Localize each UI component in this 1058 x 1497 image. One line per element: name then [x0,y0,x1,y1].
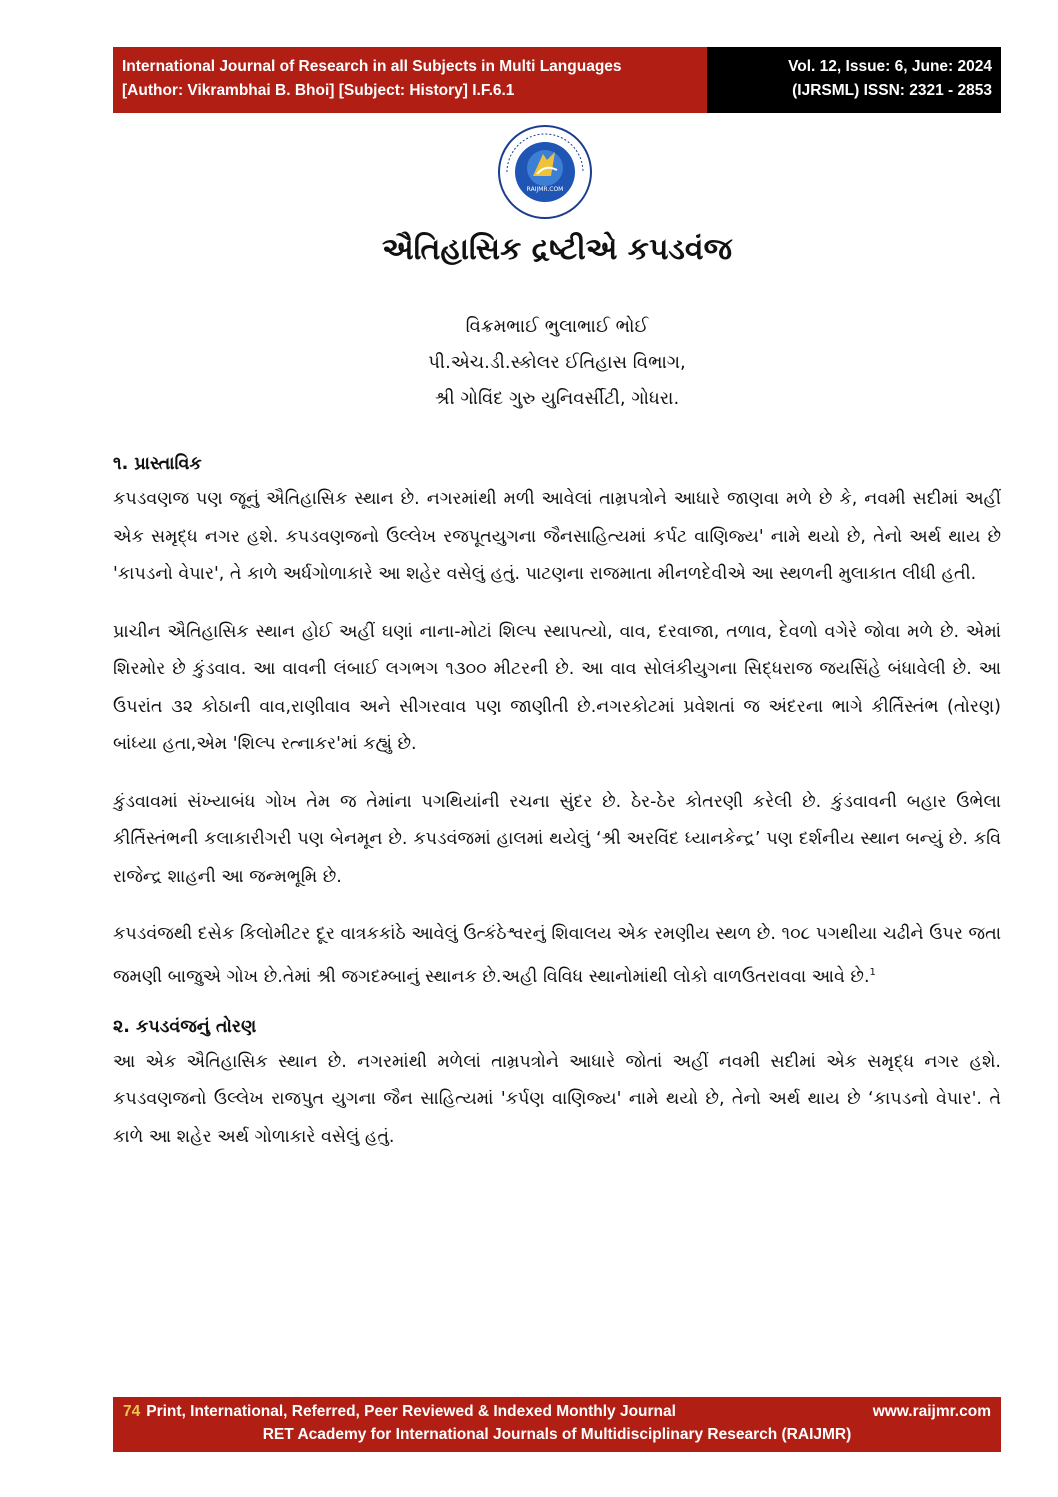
journal-header [113,47,1001,113]
paragraph-text: કપડવંજથી દસેક કિલોમીટર દૂર વાત્રકકાંઠે આવેલું ઉત્કંઠેશ્વરનું શિવાલય એક રમણીય સ્થળ છે. ૧૦૮ પગથીયા ચઢીને ઉપર જતા જમણી બાજુએ ગોખ છે.તેમાં શ્રી જગદમ્બાનું સ્થાનક છે.અહી વિવિધ સ્થાનોમાંથી લોકો વાળઉતરાવવા આવે છે. [113,924,1001,987]
footnote-marker: 1 [869,966,876,978]
author-university: શ્રી ગોવિંદ ગુરુ યુનિવર્સીટી, ગોધરા. [434,388,680,409]
author-name: વિક્રમભાઈ ભુલાભાઈ ભોઈ [465,316,649,337]
journal-logo [497,124,593,220]
author-position: પી.એચ.ડી.સ્કોલર ઈતિહાસ વિભાગ, [428,352,686,373]
issn-number: (IJRSML) ISSN: 2321 - 2853 [792,82,992,99]
author-subject-line: [Author: Vikrambhai B. Bhoi] [Subject: History] I.F.6.1 [122,82,515,99]
journal-footer [113,1397,1001,1452]
header-left-block [113,47,707,113]
journal-name: International Journal of Research in all Subjects in Multi Languages [122,58,622,75]
volume-issue: Vol. 12, Issue: 6, June: 2024 [788,58,992,75]
footer-website-link[interactable]: www.raijmr.com [872,1403,991,1420]
logo-text: RAIJMR.COM [526,186,564,193]
footer-line2: RET Academy for International Journals of Multidisciplinary Research (RAIJMR) [262,1426,852,1443]
paragraph: કુંડવાવમાં સંખ્યાબંધ ગોખ તેમ જ તેમાંના પગથિયાંની રચના સુંદર છે. ઠેર-ઠેર કોતરણી કરેલી છે. કુંડવાવની બહાર ઉભેલા કીર્તિસ્તંભની કલાકારીગરી પણ બેનમૂન છે. કપડવંજમાં હાલમાં થયેલું ‘શ્રી અરવિંદ ધ્યાનકેન્દ્ર’ પણ દર્શનીય સ્થાન બન્યું છે. કવિ રાજેન્દ્ર શાહની આ જન્મભૂમિ છે. [113,791,1001,887]
article-body [113,447,1001,1156]
section-heading-introduction: ૧. પ્રાસ્તાવિક [113,454,202,474]
article-title: ઐતિહાસિક દ્રષ્ટીએ કપડવંજ [382,232,732,267]
page-number: 74 [123,1403,141,1420]
paragraph-with-footnote [113,916,1001,996]
header-right-block [707,47,1001,113]
section-heading-toran: ૨. કપડવંજનું તોરણ [113,1016,257,1037]
paragraph: આ એક ઐતિહાસિક સ્થાન છે. નગરમાંથી મળેલાં તામ્રપત્રોને આધારે જોતાં અહીં નવમી સદીમાં એક સમૃદ્ધ નગર હશે. કપડવણજનો ઉલ્લેખ રાજપુત યુગના જૈન સાહિત્યમાં 'કર્પણ વાણિજ્ય' નામે થયો છે, તેનો અર્થ થાય છે ‘કાપડનો વેપાર'. તે કાળે આ શહેર અર્થ ગોળાકારે વસેલું હતું. [113,1051,1001,1147]
author-block [113,309,1001,417]
footer-journal-info [123,1401,676,1423]
paragraph: કપડવણજ પણ જૂનું ઐતિહાસિક સ્થાન છે. નગરમાંથી મળી આવેલાં તામ્રપત્રોને આધારે જાણવા મળે છે કે, નવમી સદીમાં અહીં એક સમૃદ્ધ નગર હશે. કપડવણજનો ઉલ્લેખ રજપૂતયુગના જૈનસાહિત્યમાં કર્પટ વાણિજ્ય' નામે થયો છે, તેનો અર્થ થાય છે 'કાપડનો વેપાર', તે કાળે અર્ધગોળાકારે આ શહેર વસેલું હતું. પાટણના રાજમાતા મીનળદેવીએ આ સ્થળની મુલાકાત લીધી હતી. [113,489,1001,584]
paragraph: પ્રાચીન ઐતિહાસિક સ્થાન હોઈ અહીં ઘણાં નાના-મોટાં શિલ્પ સ્થાપત્યો, વાવ, દરવાજા, તળાવ, દેવળો વગેરે જોવા મળે છે. એમાં શિરમોર છે કુંડવાવ. આ વાવની લંબાઈ લગભગ ૧૩૦૦ મીટરની છે. આ વાવ સોલંકીયુગના સિદ્ધરાજ જયસિંહે બંધાવેલી છે. આ ઉપરાંત ૩૨ કોઠાની વાવ,રાણીવાવ અને સીગરવાવ પણ જાણીતી છે.નગરકોટમાં પ્રવેશતાં જ અંદરના ભાગે કીર્તિસ્તંભ (તોરણ) બાંધ્યા હતા,એમ 'શિલ્પ રત્નાકર'માં કહ્યું છે. [113,621,1001,754]
footer-line1: Print, International, Referred, Peer Reviewed & Indexed Monthly Journal [146,1403,676,1420]
